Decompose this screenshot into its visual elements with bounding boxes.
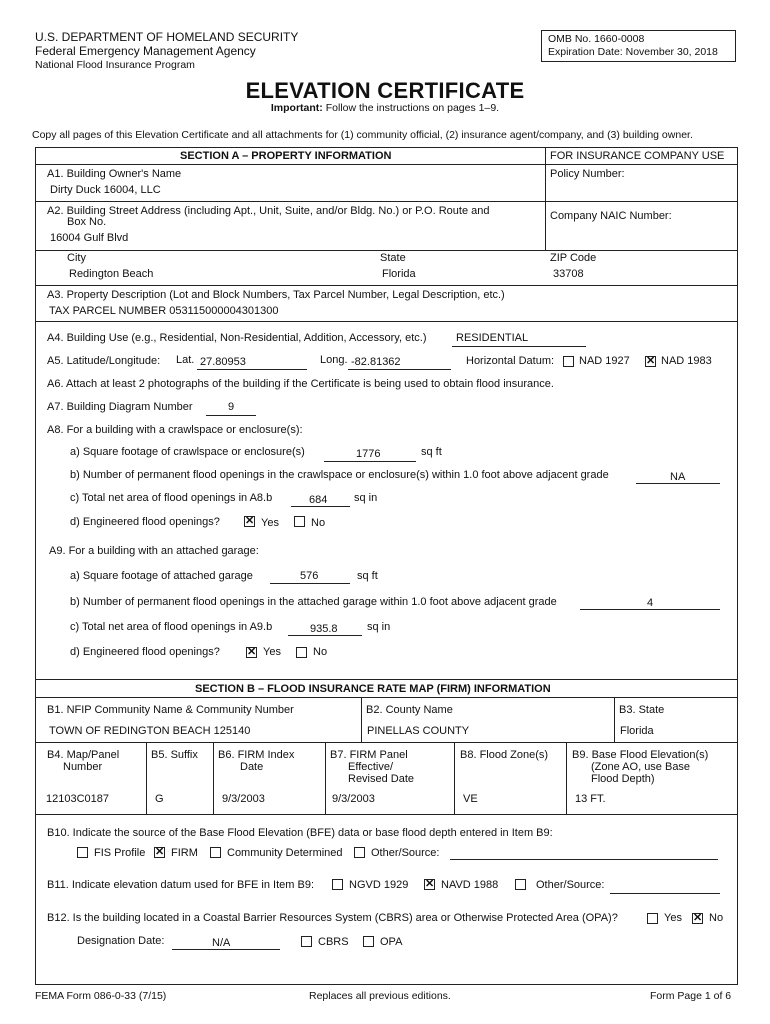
a9c-label: c) Total net area of flood openings in A9.b: [70, 621, 273, 633]
a9d-yes-label: Yes: [263, 646, 281, 658]
a9a-unit: sq ft: [357, 570, 378, 582]
copy-note: Copy all pages of this Elevation Certificate and all attachments for (1) community official, (2) insurance agent/company, and (3) building owner.: [32, 129, 693, 141]
ngvd1929-checkbox[interactable]: [332, 879, 343, 890]
a7-label: A7. Building Diagram Number: [47, 401, 193, 413]
b4-value[interactable]: 12103C0187: [46, 793, 110, 805]
a8b-underline: [636, 483, 720, 484]
a9b-underline: [580, 609, 720, 610]
divider: [35, 679, 738, 680]
b8-label: B8. Flood Zone(s): [460, 749, 549, 761]
naic-number-label[interactable]: Company NAIC Number:: [550, 210, 672, 222]
a5-label: A5. Latitude/Longitude:: [47, 355, 161, 367]
long-label: Long.: [320, 354, 348, 366]
b1-value[interactable]: TOWN OF REDINGTON BEACH 125140: [49, 725, 251, 737]
a9d-no-label: No: [313, 646, 328, 658]
cbrs-label: CBRS: [318, 936, 349, 948]
a9c-unit: sq in: [367, 621, 391, 633]
divider: [213, 742, 214, 814]
replaces-note: Replaces all previous editions.: [309, 990, 451, 1002]
divider: [35, 321, 738, 322]
b5-value[interactable]: G: [155, 793, 164, 805]
state-label: State: [380, 252, 406, 264]
department-name: U.S. DEPARTMENT OF HOMELAND SECURITY: [35, 30, 299, 44]
insurance-use-heading: FOR INSURANCE COMPANY USE: [550, 150, 725, 162]
ngvd1929-label: NGVD 1929: [349, 879, 409, 891]
divider: [35, 697, 738, 698]
a9c-value[interactable]: 935.8: [310, 623, 338, 635]
a8a-underline: [324, 461, 416, 462]
a8d-no-label: No: [311, 517, 326, 529]
long-value[interactable]: -82.81362: [351, 356, 401, 368]
state-value[interactable]: Florida: [382, 268, 416, 280]
a2-label-cont: Box No.: [67, 216, 107, 228]
a8b-value[interactable]: NA: [670, 471, 686, 483]
a8c-label: c) Total net area of flood openings in A8.b: [70, 492, 273, 504]
divider: [35, 285, 738, 286]
zip-label: ZIP Code: [550, 252, 597, 264]
b3-value[interactable]: Florida: [620, 725, 654, 737]
b7-label: B7. FIRM Panel: [330, 749, 408, 761]
form-number: FEMA Form 086-0-33 (7/15): [35, 990, 167, 1002]
divider: [35, 250, 738, 251]
page-title: ELEVATION CERTIFICATE: [245, 78, 525, 103]
nad1983-label: NAD 1983: [661, 355, 712, 367]
a9d-yes-checkbox[interactable]: ✕: [247, 646, 257, 658]
divider: [35, 742, 738, 743]
community-determined-checkbox[interactable]: [210, 847, 221, 858]
b12-yes-label: Yes: [664, 912, 682, 924]
a9a-underline: [270, 583, 350, 584]
b9-value[interactable]: 13 FT.: [575, 793, 606, 805]
b3-label: B3. State: [619, 704, 665, 716]
a8a-label: a) Square footage of crawlspace or enclosure(s): [70, 446, 305, 458]
b12-no-checkbox[interactable]: ✕: [693, 912, 703, 924]
a2-label: A2. Building Street Address (including Apt., Unit, Suite, and/or Bldg. No.) or P.O. Route and: [47, 205, 490, 217]
a8d-yes-label: Yes: [261, 517, 279, 529]
b1-label: B1. NFIP Community Name & Community Number: [47, 704, 294, 716]
b10-label: B10. Indicate the source of the Base Flood Elevation (BFE) data or base flood depth entered in Item B9:: [47, 827, 553, 839]
a8b-label: b) Number of permanent flood openings in the crawlspace or enclosure(s) within 1.0 foot above adjacent grade: [70, 469, 609, 481]
b6-label-cont: Date: [240, 761, 264, 773]
city-label: City: [67, 252, 86, 264]
navd1988-label: NAVD 1988: [441, 879, 499, 891]
designation-date-label: Designation Date:: [77, 935, 165, 947]
b5-label: B5. Suffix: [151, 749, 198, 761]
agency-name: Federal Emergency Management Agency: [35, 44, 256, 58]
divider: [454, 742, 455, 814]
section-a-heading: SECTION A – PROPERTY INFORMATION: [180, 150, 392, 162]
navd1988-checkbox[interactable]: ✕: [425, 878, 435, 890]
a9a-value[interactable]: 576: [300, 570, 319, 582]
other-source-field[interactable]: [450, 859, 718, 860]
a4-label: A4. Building Use (e.g., Residential, Non-Residential, Addition, Accessory, etc.): [47, 332, 427, 344]
a4-value[interactable]: RESIDENTIAL: [456, 332, 529, 344]
page-number: Form Page 1 of 6: [650, 990, 732, 1002]
a6-label: A6. Attach at least 2 photographs of the building if the Certificate is being used to obtain flood insurance.: [47, 378, 554, 390]
a9d-no-checkbox[interactable]: [296, 647, 307, 658]
firm-label: FIRM: [171, 847, 198, 859]
a8a-value[interactable]: 1776: [356, 448, 381, 460]
nad1927-label: NAD 1927: [579, 355, 630, 367]
divider: [35, 164, 738, 165]
a9d-label: d) Engineered flood openings?: [70, 646, 220, 658]
designation-date-underline: [172, 949, 280, 950]
b2-value[interactable]: PINELLAS COUNTY: [367, 725, 470, 737]
fis-profile-checkbox[interactable]: [77, 847, 88, 858]
b9-label-cont1: (Zone AO, use Base: [591, 761, 691, 773]
a9-label: A9. For a building with an attached garage:: [49, 545, 259, 557]
a8c-unit: sq in: [354, 492, 378, 504]
divider: [545, 147, 546, 250]
b8-value[interactable]: VE: [463, 793, 478, 805]
program-name: National Flood Insurance Program: [35, 59, 195, 71]
opa-checkbox[interactable]: [363, 936, 374, 947]
a8a-unit: sq ft: [421, 446, 442, 458]
zip-value[interactable]: 33708: [553, 268, 584, 280]
a7-underline: [206, 415, 256, 416]
b4-label: B4. Map/Panel: [47, 749, 120, 761]
designation-date-value[interactable]: N/A: [212, 937, 231, 949]
nad1983-checkbox[interactable]: ✕: [646, 355, 656, 367]
a3-value[interactable]: TAX PARCEL NUMBER 053115000004301300: [49, 305, 279, 317]
a9b-label: b) Number of permanent flood openings in the attached garage within 1.0 foot above adjacent grade: [70, 596, 557, 608]
omb-number: OMB No. 1660-0008: [548, 33, 645, 45]
policy-number-label[interactable]: Policy Number:: [550, 168, 625, 180]
a8d-yes-checkbox[interactable]: ✕: [245, 515, 255, 527]
b9-label: B9. Base Flood Elevation(s): [572, 749, 709, 761]
b12-label: B12. Is the building located in a Coastal Barrier Resources System (CBRS) area or Otherwise Protected Area (OPA)?: [47, 912, 618, 924]
long-underline: [348, 369, 451, 370]
horizontal-datum-label: Horizontal Datum:: [466, 355, 555, 367]
b11-label: B11. Indicate elevation datum used for BFE in Item B9:: [47, 879, 314, 891]
b7-label-cont1: Effective/: [348, 761, 394, 773]
section-b-heading: SECTION B – FLOOD INSURANCE RATE MAP (FIRM) INFORMATION: [195, 683, 551, 695]
a9a-label: a) Square footage of attached garage: [70, 570, 253, 582]
lat-label: Lat.: [176, 354, 195, 366]
fis-profile-label: FIS Profile: [94, 847, 146, 859]
b11-other-label: Other/Source:: [536, 879, 605, 891]
cbrs-checkbox[interactable]: [301, 936, 312, 947]
other-source-label: Other/Source:: [371, 847, 440, 859]
b7-value[interactable]: 9/3/2003: [332, 793, 375, 805]
divider: [325, 742, 326, 814]
divider: [361, 697, 362, 742]
a1-label: A1. Building Owner's Name: [47, 168, 182, 180]
b11-other-field[interactable]: [610, 893, 720, 894]
important-note: [0, 102, 770, 114]
divider: [146, 742, 147, 814]
a8d-no-checkbox[interactable]: [294, 516, 305, 527]
a8c-underline: [291, 506, 350, 507]
b6-value[interactable]: 9/3/2003: [222, 793, 265, 805]
a8c-value[interactable]: 684: [309, 494, 328, 506]
divider: [566, 742, 567, 814]
important-text: Follow the instructions on pages 1–9.: [322, 102, 500, 114]
b4-label-cont: Number: [63, 761, 103, 773]
opa-label: OPA: [380, 936, 403, 948]
a7-value[interactable]: 9: [228, 401, 235, 413]
a9c-underline: [288, 635, 362, 636]
firm-checkbox[interactable]: ✕: [155, 846, 165, 858]
b2-label: B2. County Name: [366, 704, 453, 716]
a9b-value[interactable]: 4: [647, 597, 654, 609]
omb-box: [541, 30, 736, 62]
b12-yes-checkbox[interactable]: [647, 913, 658, 924]
b12-no-label: No: [709, 912, 724, 924]
a4-underline: [452, 346, 586, 347]
a2-value[interactable]: 16004 Gulf Blvd: [50, 232, 129, 244]
city-value[interactable]: Redington Beach: [69, 268, 154, 280]
community-determined-label: Community Determined: [227, 847, 343, 859]
divider: [35, 814, 738, 815]
important-label: Important:: [270, 102, 323, 114]
nad1927-checkbox[interactable]: [563, 356, 574, 367]
lat-underline: [197, 369, 307, 370]
lat-value[interactable]: 27.80953: [200, 356, 246, 368]
a1-value[interactable]: Dirty Duck 16004, LLC: [50, 184, 161, 196]
b9-label-cont2: Flood Depth): [591, 773, 655, 785]
divider: [614, 697, 615, 742]
a8-label: A8. For a building with a crawlspace or enclosure(s):: [47, 424, 303, 436]
a3-label: A3. Property Description (Lot and Block Numbers, Tax Parcel Number, Legal Description, etc.): [47, 289, 505, 301]
divider: [35, 201, 738, 202]
b11-other-checkbox[interactable]: [515, 879, 526, 890]
other-source-checkbox[interactable]: [354, 847, 365, 858]
expiration-date: Expiration Date: November 30, 2018: [548, 46, 718, 58]
a8d-label: d) Engineered flood openings?: [70, 516, 220, 528]
b7-label-cont2: Revised Date: [348, 773, 415, 785]
b6-label: B6. FIRM Index: [218, 749, 295, 761]
